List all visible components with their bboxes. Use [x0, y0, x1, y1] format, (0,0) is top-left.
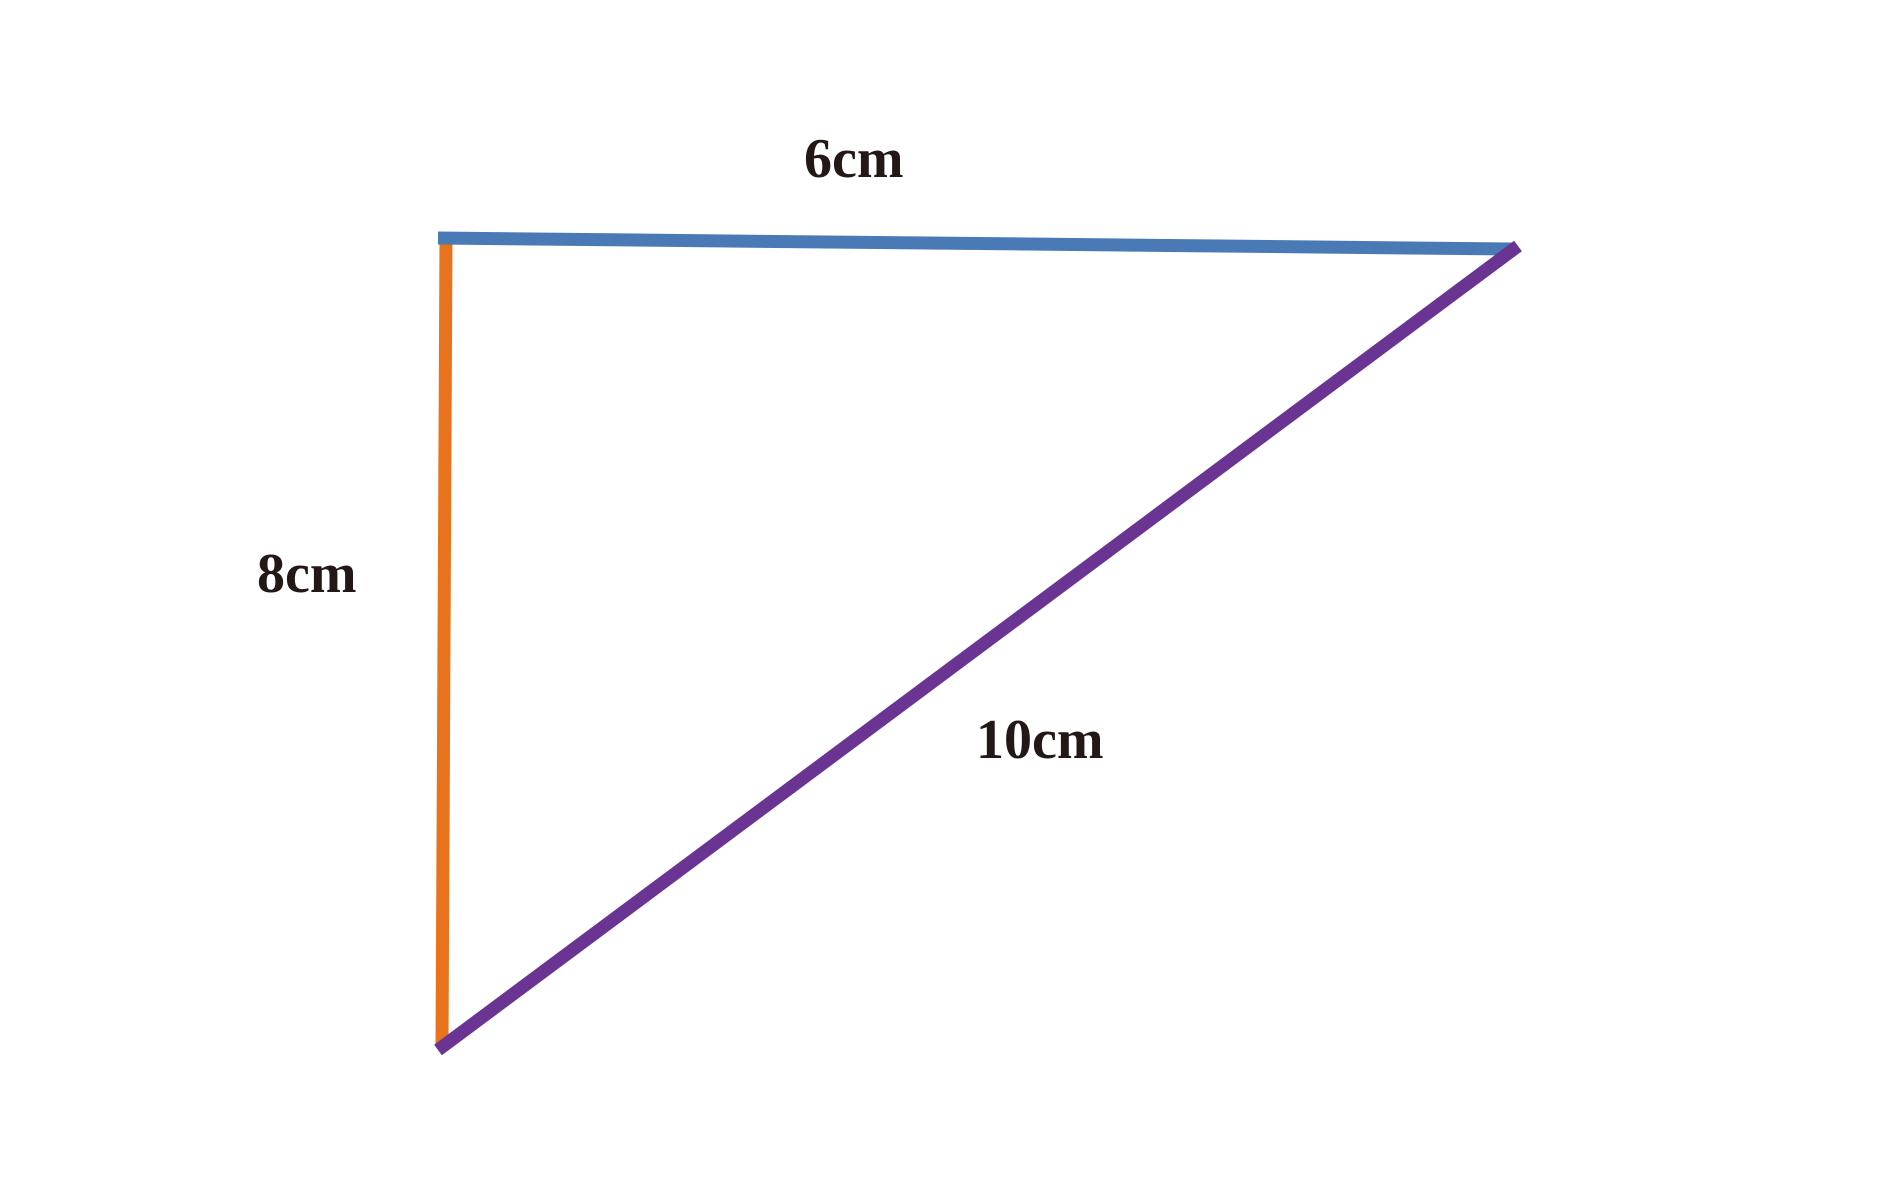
hypotenuse-10cm: [438, 246, 1518, 1050]
left-side-8cm: [442, 238, 446, 1045]
hypotenuse-label: 10cm: [976, 709, 1104, 771]
top-side-6cm: [438, 238, 1512, 249]
top-side-label: 6cm: [804, 128, 904, 190]
left-side-label: 8cm: [257, 543, 357, 605]
